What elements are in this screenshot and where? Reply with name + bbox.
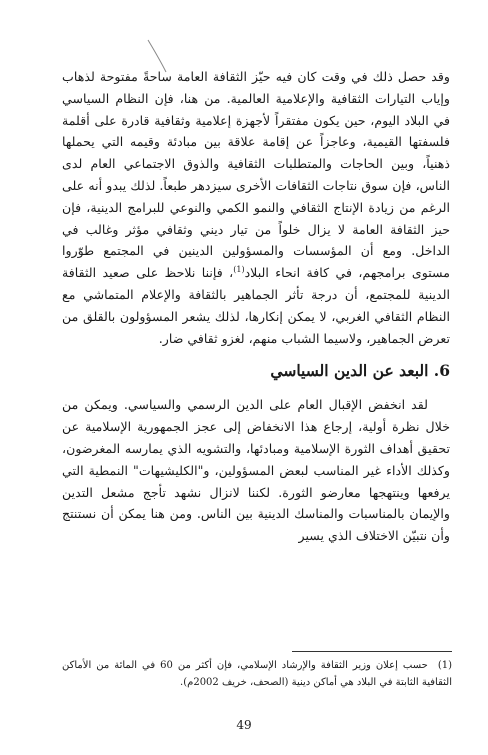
paragraph-2: لقد انخفض الإقبال العام على الدين الرسمي والسياسي. ويمكن من خلال نظرة أولية، إرجاع هذا الانخفاض إلى عجز الجمهورية الإسلامية عن تحقيق أهداف الثورة الإسلامية ومبادئها، والتشويه الذي يمارسه المغرضون، وكذلك الأداء غير المناسب لبعض المسؤولين، و"الكليشيهات" النمطية التي يرفعها وينتهجها معارضو الثورة. لكننا لانزال نشهد تأجج مشعل التدين والإيمان بالمناسبات والمناسك الدينية بين الناس. ومن هنا يمكن أن نستنتج وأن نتبيّن الاختلاف الذي يسير bbox=[62, 397, 450, 544]
paragraph-1 bbox=[62, 66, 450, 349]
footnote-text: حسب إعلان وزير الثقافة والإرشاد الإسلامي، فإن أكثر من 60 في المائة من الأماكن الثقافية الثابتة في البلاد هي أماكن دينية (الصحف، خريف 2002م). bbox=[62, 660, 452, 688]
section-heading: 6. البعد عن الدين السياسي bbox=[270, 361, 450, 381]
main-text bbox=[62, 66, 450, 547]
footnote bbox=[62, 657, 452, 691]
paragraph-1-continuation: ، فإننا نلاحظ على صعيد الثقافة الدينية للمجتمع، أن درجة تأثر الجماهير بالثقافة والإعلام المتماشي مع النظام الثقافي الغربي، لا يمكن إنكارها، لذلك يشعر المسؤولون بالقلق من تعرض الجماهير، ولاسيما الشباب منهم، لغزو ثقافي ضار. bbox=[62, 265, 450, 346]
footnote-marker: (1) bbox=[437, 660, 453, 671]
paragraph-1-text: وقد حصل ذلك في وقت كان فيه حيّز الثقافة العامة ساحةً مفتوحة لذهاب وإياب التيارات الثقافية والإعلامية العالمية. من هنا، فإن النظام السياسي في البلاد اليوم، حين يكون مفتقراً لأجهزة إعلامية وثقافية قادرة على أقلمة فلسفتها القيمية، وعاجزاً عن إقامة علاقة بين مبادئة وقيمه التي يحملها ذهنياً، وبين الحاجات والمتطلبات الثقافية والذوق الاجتماعي العام لدى الناس، فإن سوق نتاجات الثقافات الأخرى سيزدهر طبعاً. لذلك يبدو أنه على الرغم من زيادة الإنتاج الثقافي والنمو الكمي والنوعي للبرامج الدينية، فإن حيز الثقافة العامة لا يزال خلواً من تيار ديني وثقافي مؤثر وغالب في الداخل. ومع أن المؤسسات والمسؤولين الدينين في المجتمع طوّروا مستوى برامجهم، في كافة انحاء البلاد bbox=[62, 69, 450, 281]
footnote-reference[interactable]: (1) bbox=[233, 264, 245, 274]
footnote-divider bbox=[292, 651, 452, 652]
page-number: 49 bbox=[236, 718, 252, 732]
